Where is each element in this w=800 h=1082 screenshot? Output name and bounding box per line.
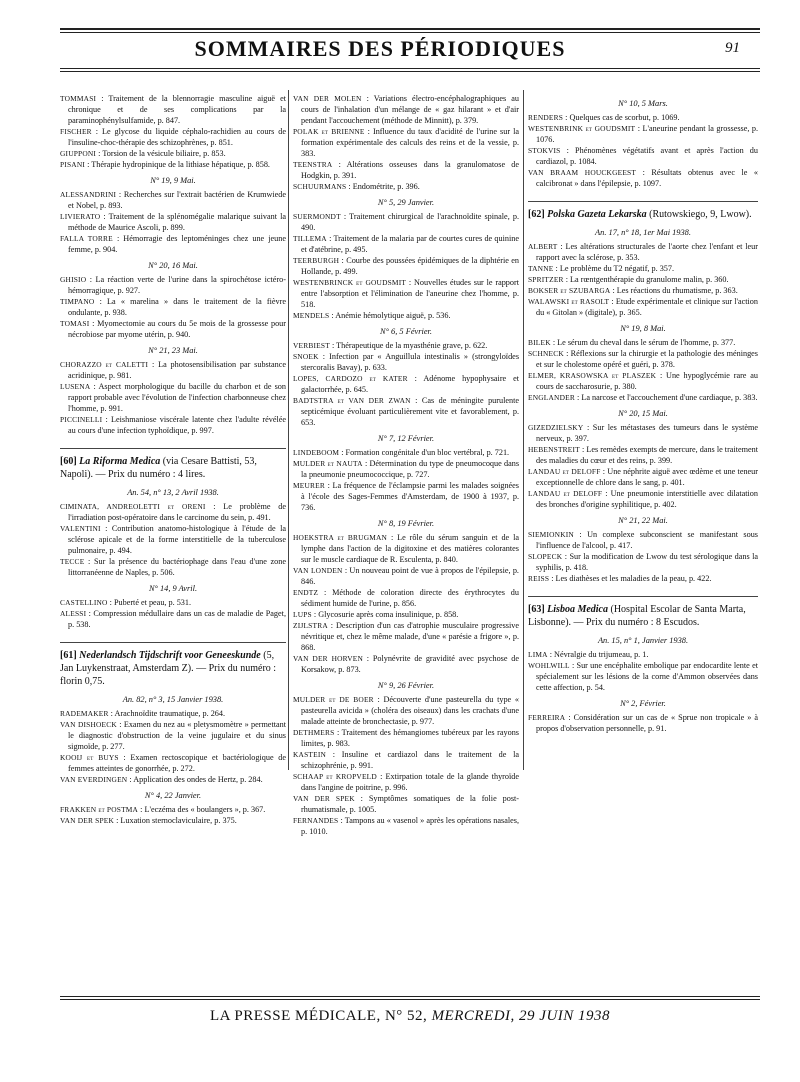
article-title: : Tampons au « vasenol » après les opérations nasales, p. 1010. [301, 816, 519, 836]
article-author: GHISIO [60, 275, 87, 284]
article-title: : Courbe des poussées épidémiques de la diphtérie en Hollande, p. 499. [301, 256, 519, 276]
article-entry [293, 620, 519, 653]
issue-subheading: N° 21, 23 Mai. [148, 346, 198, 355]
article-title: : Cas de méningite purulente septicémique évoluant particulièrement vite et favorablement, p. 653. [301, 396, 519, 427]
article-title: : Anémie hémolytique aiguë, p. 536. [329, 311, 451, 320]
issue-subheading: An. 15, n° 1, Janvier 1938. [597, 636, 689, 645]
issue-subheading: N° 7, 12 Février. [377, 434, 435, 443]
article-entry [60, 752, 286, 774]
article-author: ELMER, KRASOWSKA et PLASZEK [528, 371, 657, 380]
article-entry [60, 719, 286, 752]
article-entry [528, 112, 758, 123]
article-author: CIMINATA, ANDREOLETTI et ORENI [60, 502, 206, 511]
article-author: VAN BRAAM HOUCKGEEST [528, 168, 637, 177]
article-author: RADEMAKER [60, 709, 109, 718]
journal-details: (via Cesare Battisti, 53, Napoli). — Prix du numéro : 4 lires. [60, 456, 257, 480]
article-title: : Myomectomie au cours du 5e mois de la grossesse pour nécrobiose par myome utérin, p. 940. [68, 319, 286, 339]
article-author: FISCHER [60, 127, 92, 136]
article-title: : Sur la présence du bactériophage dans l'eau d'une zone littorranéenne de Naples, p. 506. [68, 557, 286, 577]
article-author: FALLA TORRE [60, 234, 113, 243]
issue-subheading: An. 17, n° 18, 1er Mai 1938. [595, 228, 691, 237]
article-author: SCHNECK [528, 349, 564, 358]
top-rule-thin [60, 32, 760, 33]
article-author: RENDERS [528, 113, 564, 122]
article-author: BADTSTRA et VAN DER ZWAN [293, 396, 411, 405]
article-author: BOKSER et SZUBARGA [528, 286, 611, 295]
issue-subheading: N° 9, 26 Février. [377, 681, 435, 690]
article-entry [528, 167, 758, 189]
article-author: POLAK et BRIENNE [293, 127, 365, 136]
issue-subheading: An. 54, n° 13, 2 Avril 1938. [127, 488, 219, 497]
article-entry [293, 793, 519, 815]
article-author: VAN LONDEN [293, 566, 343, 575]
article-author: PICCINELLI [60, 415, 103, 424]
article-entry [60, 359, 286, 381]
article-entry [528, 488, 758, 510]
article-entry [293, 233, 519, 255]
journal-section-heading [528, 201, 758, 221]
article-entry [60, 296, 286, 318]
article-author: WESTENBRINCK et GOUDSMIT [293, 278, 407, 287]
article-author: VAN DER SPEK [60, 816, 115, 825]
issue-subheading: N° 10, 5 Mars. [618, 99, 668, 108]
article-entry [60, 414, 286, 436]
article-author: CASTELLINO [60, 598, 108, 607]
article-author: GIZEDZIELSKY [528, 423, 584, 432]
article-author: VAN DER SPEK [293, 794, 355, 803]
journal-name: Nederlandsch Tijdschrift voor Geneeskunde [79, 650, 261, 661]
article-title: : Contribution anatomo-histologique à l'étude de la sclérose apicale et de la forme interstitielle de la tuberculose pulmonaire, p. 494. [68, 524, 286, 555]
article-title: : Les réactions du rhumatisme, p. 363. [610, 286, 738, 295]
article-title: : L'eczéma des « boulangers », p. 367. [138, 805, 266, 814]
issue-subheading: N° 6, 5 Février. [380, 327, 432, 336]
article-entry [293, 395, 519, 428]
journal-details: (Hospital Escolar de Santa Marta, Lisbonne). — Prix du numéro : 8 Escudos. [528, 604, 746, 628]
article-author: FERNANDES [293, 816, 339, 825]
article-title: : Traitement de la malaria par de courtes cures de quinine et d'atébrine, p. 495. [301, 234, 519, 254]
article-title: : Sur les métastases des tumeurs dans le système nerveux, p. 397. [536, 423, 758, 443]
article-entry [293, 458, 519, 480]
article-author: SCHUURMANS [293, 182, 347, 191]
article-entry [60, 804, 286, 815]
article-entry [293, 310, 519, 321]
article-title: : Leishmaniose viscérale latente chez l'adulte révélée au cours d'une infection typhoïdique, p. 997. [68, 415, 286, 435]
article-title: : La photosensibilisation par substance acridinique, p. 981. [68, 360, 286, 380]
article-title: : Examen du nez au « pletysmomètre » permettant le diagnostic d'obstruction de la veine jugulaire et du sinus sigmoïde, p. 277. [68, 720, 286, 751]
journal-name: Polska Gazeta Lekarska [547, 209, 647, 220]
article-author: TECCE [60, 557, 85, 566]
article-author: TIMPANO [60, 297, 95, 306]
journal-name: Lisboa Medica [547, 604, 608, 615]
issue-subheading: N° 14, 9 Avril. [148, 584, 198, 593]
article-title: : Insuline et cardiazol dans le traitement de la schizophrénie, p. 991. [301, 750, 519, 770]
article-entry [60, 233, 286, 255]
article-entry [293, 351, 519, 373]
article-title: : La narcose et l'accouchement d'une cardiaque, p. 383. [574, 393, 758, 402]
article-title: : Altérations osseuses dans la granulomatose de Hodgkin, p. 391. [301, 160, 519, 180]
article-title: : Adénome hypophysaire et galactorrhée, p. 645. [301, 374, 519, 394]
article-title: : Le problème du T2 négatif, p. 357. [553, 264, 675, 273]
article-author: VAN DER HORVEN [293, 654, 363, 663]
article-entry [60, 126, 286, 148]
article-entry [293, 609, 519, 620]
article-entry [293, 159, 519, 181]
article-title: : Les altérations structurales de l'aorte chez l'enfant et leur rapport avec la sclérose, p. 353. [536, 242, 758, 262]
article-title: : Luxation sternoclaviculaire, p. 375. [114, 816, 237, 825]
article-entry [528, 649, 758, 660]
article-title: : Glycosurie après coma insulinique, p. 858. [311, 610, 459, 619]
article-entry [528, 123, 758, 145]
article-entry [528, 241, 758, 263]
article-title: : Détermination du type de pneumocoque dans la pneumonie pneumococcique, p. 727. [301, 459, 520, 479]
article-author: WESTENBRINK et GOUDSMIT [528, 124, 636, 133]
article-author: MENDELS [293, 311, 330, 320]
article-title: : Sur la modification de Lwow du test sérologique dans la syphilis, p. 418. [536, 552, 758, 572]
article-entry [60, 501, 286, 523]
issue-subheading: N° 21, 22 Mai. [618, 516, 668, 525]
footer-rule [60, 996, 760, 997]
article-entry [528, 392, 758, 403]
header-rule [60, 68, 760, 69]
article-author: CHORAZZO et CALETTI [60, 360, 149, 369]
article-author: LINDEBOOM [293, 448, 340, 457]
article-title: : Névralgie du trijumeau, p. 1. [547, 650, 649, 659]
article-title: : Les diathèses et les maladies de la peau, p. 422. [549, 574, 712, 583]
article-author: STOKVIS [528, 146, 561, 155]
article-entry [293, 277, 519, 310]
column-divider-2 [523, 90, 524, 770]
article-entry [293, 749, 519, 771]
journal-name: La Riforma Medica [79, 456, 161, 467]
article-entry [293, 815, 519, 837]
article-entry [60, 318, 286, 340]
article-entry [293, 694, 519, 727]
article-author: GIUPPONI [60, 149, 97, 158]
article-entry [528, 712, 758, 734]
article-author: FERREIRA [528, 713, 566, 722]
article-title: : La fréquence de l'éclampsie parmi les malades soignées à l'école des Sages-Femmes d'Amsterdam, de 1900 à 1937, p. 736. [301, 481, 519, 512]
article-entry [60, 815, 286, 826]
article-title: : Symptômes somatiques de la folie post-rhumatismale, p. 1005. [301, 794, 520, 814]
article-author: REISS [528, 574, 550, 583]
footer-rule-thin [60, 999, 760, 1000]
article-author: ALBERT [528, 242, 558, 251]
section-number: [63] [528, 604, 548, 615]
top-rule [60, 28, 760, 30]
article-title: : Influence du taux d'acidité de l'urine sur la formation expérimentale des calculs des reins et de la vessie, p. 383. [301, 127, 519, 158]
article-title: : Traitement de la blennorragie masculine aiguë et chronique et de ses complications par la paraminophénylsulfamide, p. 847. [68, 94, 286, 125]
article-title: : Résultats obtenus avec le « calcibronat » dans l'épilepsie, p. 1097. [536, 168, 758, 188]
article-entry [528, 466, 758, 488]
article-author: ALESSANDRINI [60, 190, 117, 199]
article-entry [528, 422, 758, 444]
article-author: LANDAU et DELOFF [528, 489, 603, 498]
article-entry [293, 373, 519, 395]
article-entry [293, 126, 519, 159]
article-author: VAN DER MOLEN [293, 94, 362, 103]
column-middle [293, 93, 519, 837]
article-entry [528, 296, 758, 318]
issue-subheading: N° 19, 8 Mai. [620, 324, 666, 333]
article-author: DETHMERS [293, 728, 335, 737]
article-author: SPRITZER [528, 275, 564, 284]
article-title: : Endométrite, p. 396. [346, 182, 420, 191]
article-title: : Traitement de la splénomégalie malarique suivant la méthode de Maurice Ascoli, p. 899. [68, 212, 286, 232]
article-entry [293, 181, 519, 192]
article-entry [528, 274, 758, 285]
article-title: : Torsion de la vésicule biliaire, p. 853. [96, 149, 226, 158]
article-entry [293, 587, 519, 609]
article-title: : Phénomènes végétatifs avant et après l'action du cardiazol, p. 1084. [536, 146, 758, 166]
article-entry [60, 608, 286, 630]
article-entry [60, 159, 286, 170]
issue-subheading: N° 20, 15 Mai. [618, 409, 668, 418]
footer-date: MERCREDI, 29 JUIN 1938 [431, 1008, 611, 1024]
article-author: LOPES, CARDOZO et KATER [293, 374, 408, 383]
article-author: PISANI [60, 160, 86, 169]
page-title: SOMMAIRES DES PÉRIODIQUES [194, 36, 566, 61]
page-number: 91 [725, 40, 740, 56]
article-title: : Un nouveau point de vue à propos de l'épilepsie, p. 846. [301, 566, 519, 586]
article-author: HOEKSTRA et BRUGMAN [293, 533, 388, 542]
article-author: LUPS [293, 610, 312, 619]
article-author: FRAKKEN et POSTMA [60, 805, 139, 814]
article-author: TOMMASI [60, 94, 97, 103]
article-title: : Formation congénitale d'un bloc vertébral, p. 721. [339, 448, 510, 457]
article-title: : Etude expérimentale et clinique sur l'action du « Gitolan » (digitale), p. 365. [536, 297, 758, 317]
issue-subheading: N° 2, Février. [620, 699, 666, 708]
journal-section-heading [528, 596, 758, 629]
article-entry [293, 771, 519, 793]
article-title: : Le rôle du sérum sanguin et de la lymphe dans l'action de la digitoxine et des matières colorantes sur le muscle cardiaque de R. Esculenta, p. 840. [301, 533, 519, 564]
article-title: : Le glycose du liquide céphalo-rachidien au cours de l'insuline-choc-thérapie des schizophrènes, p. 851. [68, 127, 286, 147]
article-author: SIEMIONKIN [528, 530, 574, 539]
footer [60, 1008, 760, 1025]
article-entry [60, 93, 286, 126]
journal-details: (Rutowskiego, 9, Lwow). [646, 209, 752, 220]
article-author: LUSENA [60, 382, 91, 391]
article-title: : Quelques cas de scorbut, p. 1069. [563, 113, 680, 122]
article-title: : Examen rectoscopique et bactériologique de femmes atteintes de gonorrhée, p. 272. [68, 753, 286, 773]
footer-journal: LA PRESSE MÉDICALE, N° 52, [209, 1008, 428, 1024]
article-author: SUERMONDT [293, 212, 341, 221]
article-entry [528, 337, 758, 348]
article-title: : L'aneurine pendant la grossesse, p. 1076. [536, 124, 758, 144]
article-title: : Traitement chirurgical de l'arachnoïdite spinale, p. 490. [301, 212, 519, 232]
article-entry [293, 653, 519, 675]
article-author: VALENTINI [60, 524, 101, 533]
article-author: LANDAU et DELOFF [528, 467, 601, 476]
article-title: : La « marelina » dans le traitement de la fièvre ondulante, p. 938. [68, 297, 286, 317]
article-entry [60, 774, 286, 785]
article-entry [60, 556, 286, 578]
article-title: : Considération sur un cas de « Sprue non tropicale » à propos d'observation personnelle, p. 91. [536, 713, 758, 733]
article-title: : Thérapie hydropinique de la lithiase hépatique, p. 858. [85, 160, 270, 169]
article-title: : Un complexe subconscient se manifestant sous l'influence de l'alcool, p. 417. [536, 530, 758, 550]
journal-section-heading [60, 448, 286, 481]
article-title: : Découverte d'une pasteurella du type « pasteurella avicida » (choléra des oiseaux) dans les crachats d'une malade atteinte de bronchectasie, p. 977. [301, 695, 519, 726]
article-entry [60, 597, 286, 608]
article-title: : Thérapeutique de la myasthénie grave, p. 622. [329, 341, 488, 350]
header-rule-thin [60, 71, 760, 72]
article-title: : Infection par « Anguillula intestinalis » (strongyloïdes stercoralis Bavay), p. 633. [301, 352, 519, 372]
column-left [60, 93, 286, 826]
article-entry [293, 93, 519, 126]
issue-subheading: N° 8, 19 Février. [377, 519, 435, 528]
article-author: MEURER [293, 481, 325, 490]
article-author: KASTEIN [293, 750, 327, 759]
article-entry [528, 529, 758, 551]
article-entry [528, 573, 758, 584]
article-entry [293, 211, 519, 233]
article-title: : Application des ondes de Hertz, p. 284. [127, 775, 263, 784]
article-author: MULDER et DE BOER [293, 695, 374, 704]
article-title: : Traitement des hémangiomes tubéreux par les rayons limites, p. 983. [301, 728, 519, 748]
article-entry [293, 255, 519, 277]
article-title: : Sur une encéphalite embolique par endocardite lente et spécialement sur les lésions de la corne d'Ammon observées dans cette affection, p. 54. [536, 661, 758, 692]
article-entry [528, 263, 758, 274]
article-title: : Hémorragie des leptoméninges chez une jeune femme, p. 904. [68, 234, 286, 254]
journal-details: (5, Jan Luykenstraat, Amsterdam Z). — Prix du numéro : florin 0,75. [60, 650, 277, 687]
column-right [528, 93, 758, 734]
article-author: VAN EVERDINGEN [60, 775, 128, 784]
article-entry [528, 145, 758, 167]
issue-subheading: An. 82, n° 3, 15 Janvier 1938. [122, 695, 224, 704]
article-author: WOHLWILL [528, 661, 570, 670]
article-author: MULDER et NAUTA [293, 459, 363, 468]
issue-subheading: N° 20, 16 Mai. [148, 261, 198, 270]
article-entry [293, 340, 519, 351]
article-title: : Le problème de l'irradiation post-opératoire dans le carcinome du sein, p. 491. [68, 502, 286, 522]
article-entry [528, 444, 758, 466]
article-entry [60, 148, 286, 159]
section-number: [61] [60, 650, 80, 661]
article-entry [293, 480, 519, 513]
article-title: : Une pneumonie interstitielle avec dilatation des bronches d'origine syphilitique, p. 402. [536, 489, 758, 509]
article-title: : Réflexions sur la chirurgie et la pathologie des méninges et sur le cholestome opéré et guéri, p. 378. [536, 349, 758, 369]
article-entry [528, 348, 758, 370]
article-entry [293, 727, 519, 749]
article-author: ZIJLSTRA [293, 621, 328, 630]
article-title: : Méthode de coloration directe des érythrocytes du sédiment humide de l'urine, p. 856. [301, 588, 519, 608]
issue-subheading: N° 19, 9 Mai. [150, 176, 196, 185]
article-title: : La rœntgenthérapie du granulome malin, p. 360. [563, 275, 729, 284]
article-author: TOMASI [60, 319, 90, 328]
article-author: SLOPECK [528, 552, 563, 561]
article-author: SCHAAP et KROPVELD [293, 772, 377, 781]
journal-section-heading [60, 642, 286, 688]
article-entry [293, 565, 519, 587]
issue-subheading: N° 4, 22 Janvier. [144, 791, 202, 800]
article-author: ENDTZ [293, 588, 319, 597]
article-title: : Polynévrite de gravidité avec psychose de Korsakow, p. 873. [301, 654, 519, 674]
article-author: KOOIJ et BUYS [60, 753, 119, 762]
article-title: : Recherches sur l'extrait bactérien de Krumwiede et Nobel, p. 893. [68, 190, 286, 210]
article-entry [293, 532, 519, 565]
article-entry [528, 660, 758, 693]
article-title: : Extirpation totale de la glande thyroïde dans l'angine de poitrine, p. 996. [301, 772, 519, 792]
article-title: : Description d'un cas d'atrophie musculaire progressive névritique et, chez le même malade, d'une « parésie a frigore », p. 868. [301, 621, 519, 652]
article-author: VAN DISHOECK [60, 720, 117, 729]
article-entry [60, 381, 286, 414]
article-entry [528, 370, 758, 392]
article-author: LIVIERATO [60, 212, 101, 221]
article-title: : Nouvelles études sur le rapport entre l'absorption et l'élimination de l'aneurine chez l'homme, p. 518. [301, 278, 519, 309]
article-author: TANNE [528, 264, 554, 273]
article-entry [60, 274, 286, 296]
issue-subheading: N° 5, 29 Janvier. [377, 198, 435, 207]
article-entry [60, 523, 286, 556]
section-number: [62] [528, 209, 548, 220]
article-author: ENGLANDER [528, 393, 575, 402]
article-title: : Compression médullaire dans un cas de maladie de Paget, p. 538. [68, 609, 286, 629]
article-author: HEBENSTREIT [528, 445, 580, 454]
article-author: WALAWSKI et RASOLT [528, 297, 610, 306]
article-entry [528, 285, 758, 296]
article-author: BILEK [528, 338, 551, 347]
article-title: : Une hypoglycémie rare au cours de saccharosurie, p. 380. [536, 371, 758, 391]
article-title: : Le sérum du cheval dans le sérum de l'homme, p. 377. [550, 338, 736, 347]
article-author: LIMA [528, 650, 548, 659]
article-title: : Arachnoïdite traumatique, p. 264. [108, 709, 226, 718]
section-number: [60] [60, 456, 80, 467]
article-entry [60, 708, 286, 719]
article-title: : Aspect morphologique du bacille du charbon et de son rapport probable avec l'évolution de l'infection charbonneuse chez l'homme, p. 991. [68, 382, 286, 413]
column-divider-1 [288, 90, 289, 770]
article-title: : La réaction verte de l'urine dans la spirochétose ictéro-hémorragique, p. 927. [68, 275, 286, 295]
article-title: : Variations électro-encéphalographiques au cours de l'inhalation d'un mélange de « gaz hilarant » et d'air pendant l'accouchement (méthode de Minnitt), p. 379. [301, 94, 519, 125]
article-entry [528, 551, 758, 573]
article-title: : Les remèdes exempts de mercure, dans le traitement des maladies du cœur et des reins, p. 399. [536, 445, 758, 465]
article-author: TEENSTRA [293, 160, 333, 169]
article-entry [293, 447, 519, 458]
article-entry [60, 211, 286, 233]
article-author: TEERBURGH [293, 256, 340, 265]
article-author: SNOEK [293, 352, 319, 361]
article-author: VERBIEST [293, 341, 330, 350]
article-entry [60, 189, 286, 211]
article-author: TILLEMA [293, 234, 327, 243]
article-title: : Puberté et peau, p. 531. [107, 598, 192, 607]
article-title: : Une néphrite aiguë avec œdème et une teneur exceptionnelle de chlore dans le sang, p. 401. [536, 467, 759, 487]
article-author: ALESSI [60, 609, 87, 618]
